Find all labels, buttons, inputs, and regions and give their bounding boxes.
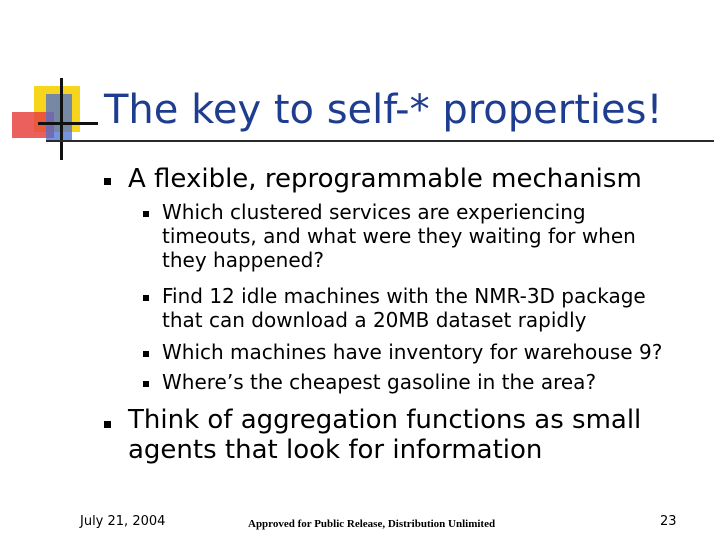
bullet-2-text — [128, 405, 641, 465]
bullet-2-line-1: Think of aggregation functions as small — [128, 405, 642, 435]
sub-bullet-2 — [162, 284, 646, 332]
slide-logo-graphic — [0, 0, 720, 170]
title-divider — [46, 140, 714, 142]
page-number: 23 — [660, 514, 677, 529]
sub-bullet-marker — [143, 295, 149, 301]
footer-date: July 21, 2004 — [80, 514, 166, 529]
sub-bullet-4-line-1: Where’s the cheapest gasoline in the area? — [162, 370, 597, 394]
bullet-2-line-2: agents that look for information — [128, 435, 543, 465]
bullet-marker — [104, 178, 111, 185]
sub-bullet-1-line-3: they happened? — [162, 248, 324, 272]
sub-bullet-3 — [162, 340, 662, 364]
slide-title: The key to self-* properties! — [104, 87, 663, 133]
sub-bullet-3-line-1: Which machines have inventory for warehouse 9? — [162, 340, 663, 364]
footer-release-notice: Approved for Public Release, Distribution Unlimited — [248, 518, 496, 530]
sub-bullet-marker — [143, 351, 149, 357]
bullet-1-text: A flexible, reprogrammable mechanism — [128, 164, 642, 194]
sub-bullet-1 — [162, 200, 636, 272]
logo-horizontal-line — [38, 122, 98, 125]
sub-bullet-marker — [143, 381, 149, 387]
bullet-marker — [104, 421, 111, 428]
logo-vertical-line — [60, 78, 63, 160]
sub-bullet-4 — [162, 370, 596, 394]
logo-blue-square — [46, 94, 72, 142]
sub-bullet-2-line-1: Find 12 idle machines with the NMR-3D package — [162, 284, 646, 308]
sub-bullet-1-line-1: Which clustered services are experiencing — [162, 200, 586, 224]
sub-bullet-1-line-2: timeouts, and what were they waiting for when — [162, 224, 636, 248]
sub-bullet-2-line-2: that can download a 20MB dataset rapidly — [162, 308, 587, 332]
sub-bullet-marker — [143, 211, 149, 217]
